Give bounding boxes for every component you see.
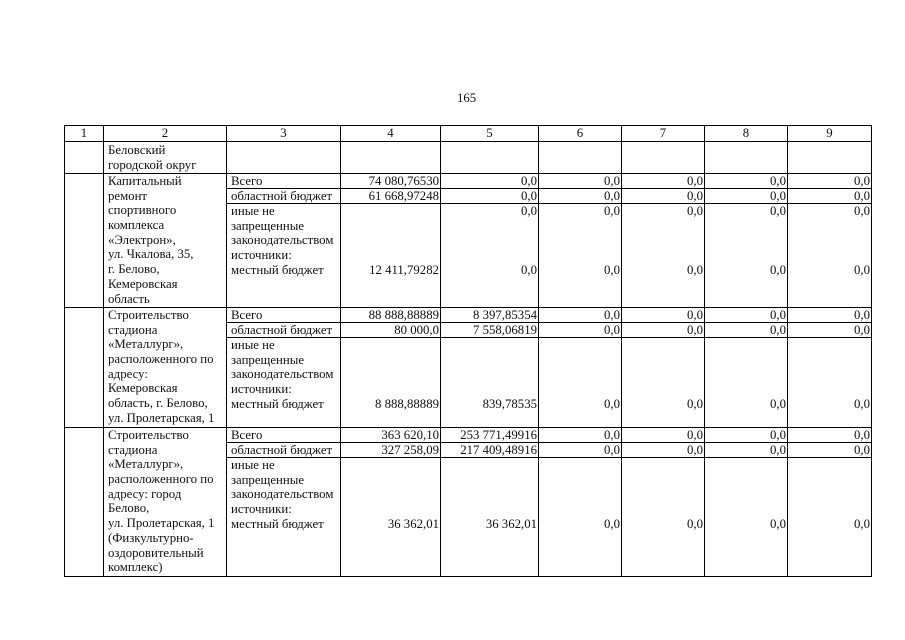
project-1-regional-col-9: 0,0 [788,189,871,203]
project-1-name-line: спортивного [108,203,177,218]
project-3-total-col-9: 0,0 [788,428,871,442]
project-3-name-line: оздоровительный [108,545,204,560]
project-1-total-col-9: 0,0 [788,174,871,188]
project-1-total-col-6: 0,0 [539,174,621,188]
spacer [705,458,786,517]
region-col-7-cell [622,142,704,173]
project-2-other-col-8 [705,338,787,427]
project-1-name-line: «Электрон», [108,232,176,247]
project-1-regional-label: областной бюджет [227,189,340,203]
header-col-8: 8 [705,126,787,141]
spacer [539,219,620,263]
region-name [104,142,226,173]
project-2-other-label-line: запрещенные [231,352,305,367]
project-1-other-label-line: законодательством [231,233,334,248]
project-2-other-label-line: источники: [231,382,292,397]
header-col-4: 4 [341,126,440,141]
project-2-local-value-col-6: 0,0 [604,396,620,411]
project-1-total-col-5: 0,0 [441,174,538,188]
spacer [341,458,439,517]
project-3-other-label [227,458,340,576]
project-3-total-label: Всего [227,428,340,442]
header-col-3: 3 [227,126,340,141]
project-1-total-col-7: 0,0 [622,174,704,188]
project-1-name-line: Кемеровская [108,276,178,291]
project-1-local-value-col-5: 0,0 [521,262,537,277]
project-2-local-value-col-8: 0,0 [770,396,786,411]
page-number: 165 [457,91,477,105]
spacer [622,219,703,263]
project-2-name-line: Строительство [108,308,189,322]
project-3-other-col-8 [705,458,787,576]
header-col-5: 5 [441,126,538,141]
project-3-total-col-7: 0,0 [622,428,704,442]
project-3-total-col-5: 253 771,49916 [441,428,538,442]
project-1-regional-col-8: 0,0 [705,189,787,203]
project-3-local-value-col-7: 0,0 [687,516,703,531]
project-1-local-value-col-6: 0,0 [604,262,620,277]
project-3-local-value-col-4: 36 362,01 [387,516,439,531]
region-name-line: Беловский [108,143,166,157]
project-2-total-col-8: 0,0 [705,308,787,322]
project-3-total-col-6: 0,0 [539,428,621,442]
project-3-other-col-7 [622,458,704,576]
project-2-other-col-6 [539,338,621,427]
funding-table [64,125,872,577]
project-2-name-line: стадиона [108,322,158,337]
project-1-other-value-col-9: 0,0 [854,204,870,218]
project-3-other-col-9 [788,458,871,576]
project-1-other-value-col-4 [341,204,439,219]
project-1-other-value-col-6: 0,0 [604,204,620,218]
spacer [341,219,439,263]
spacer [539,338,620,397]
project-2-name [104,308,226,427]
project-3-other-label-line: источники: [231,502,292,517]
project-2-col-1-cell [65,308,103,427]
project-2-other-label [227,338,340,427]
header-col-2: 2 [104,126,226,141]
project-3-name-line: комплекс) [108,560,163,575]
project-2-total-col-4: 88 888,88889 [341,308,440,322]
project-2-local-value-col-9: 0,0 [854,396,870,411]
project-3-col-1-cell [65,428,103,576]
project-1-other-col-7 [622,204,704,307]
project-2-total-col-5: 8 397,85354 [441,308,538,322]
region-col-5-cell [441,142,538,173]
project-2-regional-col-9: 0,0 [788,323,871,337]
project-2-regional-col-4: 80 000,0 [341,323,440,337]
project-3-regional-col-8: 0,0 [705,443,787,457]
project-1-total-col-4: 74 080,76530 [341,174,440,188]
project-3-local-value-col-9: 0,0 [854,516,870,531]
project-1-name-line: г. Белово, [108,262,160,277]
project-3-local-label: местный бюджет [231,516,324,531]
project-3-regional-col-9: 0,0 [788,443,871,457]
project-3-name-line: Белово, [108,501,150,516]
project-3-name-line: ул. Пролетарская, 1 [108,516,215,531]
region-col-6-cell [539,142,621,173]
project-1-regional-col-7: 0,0 [622,189,704,203]
spacer [441,219,537,263]
project-1-total-label: Всего [227,174,340,188]
project-1-col-1-cell [65,174,103,307]
region-name-line: городской округ [108,157,197,172]
project-1-other-label-line: иные не [231,204,275,218]
project-3-total-col-4: 363 620,10 [341,428,440,442]
spacer [341,338,439,397]
project-3-regional-label: областной бюджет [227,443,340,457]
project-2-local-label: местный бюджет [231,396,324,411]
spacer [441,338,537,397]
project-1-other-label-line: источники: [231,248,292,263]
project-2-regional-col-7: 0,0 [622,323,704,337]
project-1-other-col-8 [705,204,787,307]
project-3-regional-col-5: 217 409,48916 [441,443,538,457]
project-3-name [104,428,226,576]
project-2-total-col-6: 0,0 [539,308,621,322]
project-2-name-line: область, г. Белово, [108,396,208,411]
project-1-other-col-9 [788,204,871,307]
spacer [705,338,786,397]
header-col-7: 7 [622,126,704,141]
project-1-regional-col-5: 0,0 [441,189,538,203]
project-3-other-col-4 [341,458,440,576]
spacer [622,458,703,517]
project-3-regional-col-7: 0,0 [622,443,704,457]
project-1-name [104,174,226,307]
project-3-name-line: расположенного по [108,472,214,487]
spacer [622,338,703,397]
project-1-total-col-8: 0,0 [705,174,787,188]
spacer [441,458,537,517]
region-col-8-cell [705,142,787,173]
project-1-name-line: ул. Чкалова, 35, [108,247,194,262]
project-3-regional-col-4: 327 258,09 [341,443,440,457]
project-1-regional-col-4: 61 668,97248 [341,189,440,203]
region-col-9-cell [788,142,871,173]
project-1-name-line: область [108,291,150,306]
project-2-other-label-line: иные не [231,338,275,352]
project-1-other-value-col-7: 0,0 [687,204,703,218]
project-2-regional-col-8: 0,0 [705,323,787,337]
project-3-local-value-col-6: 0,0 [604,516,620,531]
project-3-name-line: Строительство [108,428,189,442]
spacer [705,219,786,263]
project-2-regional-col-5: 7 558,06819 [441,323,538,337]
project-3-total-col-8: 0,0 [705,428,787,442]
project-1-local-label: местный бюджет [231,262,324,277]
project-2-other-col-7 [622,338,704,427]
spacer [788,338,870,397]
header-col-6: 6 [539,126,621,141]
project-3-name-line: «Металлург», [108,457,184,472]
project-1-other-col-4 [341,204,440,307]
project-1-local-value-col-9: 0,0 [854,262,870,277]
project-1-name-line: ремонт [108,188,148,203]
project-1-local-value-col-7: 0,0 [687,262,703,277]
project-2-other-label-line: законодательством [231,367,334,382]
project-1-local-value-col-4: 12 411,79282 [369,262,439,277]
project-3-local-value-col-5: 36 362,01 [485,516,537,531]
region-col-1-cell [65,142,103,173]
project-2-total-col-9: 0,0 [788,308,871,322]
project-3-regional-col-6: 0,0 [539,443,621,457]
project-1-other-label-line: запрещенные [231,218,305,233]
project-2-other-col-4 [341,338,440,427]
project-1-regional-col-6: 0,0 [539,189,621,203]
project-2-name-line: «Металлург», [108,337,184,352]
project-3-local-value-col-8: 0,0 [770,516,786,531]
project-2-regional-col-6: 0,0 [539,323,621,337]
header-col-1: 1 [65,126,103,141]
spacer [788,219,870,263]
project-1-local-value-col-8: 0,0 [770,262,786,277]
project-2-other-col-5 [441,338,538,427]
project-2-local-value-col-7: 0,0 [687,396,703,411]
project-1-name-line: комплекса [108,218,165,233]
spacer [788,458,870,517]
project-2-regional-label: областной бюджет [227,323,340,337]
project-1-other-label [227,204,340,307]
project-1-other-col-6 [539,204,621,307]
spacer [539,458,620,517]
project-3-other-label-line: запрещенные [231,472,305,487]
project-1-name-line: Капитальный [108,174,182,188]
project-2-name-line: адресу: [108,366,148,381]
project-2-name-line: Кемеровская [108,381,178,396]
region-col-3-cell [227,142,340,173]
project-2-name-line: ул. Пролетарская, 1 [108,410,215,425]
project-3-other-label-line: законодательством [231,487,334,502]
project-3-other-label-line: иные не [231,458,275,472]
project-2-name-line: расположенного по [108,352,214,367]
project-3-other-col-6 [539,458,621,576]
project-1-other-value-col-8: 0,0 [770,204,786,218]
project-3-other-col-5 [441,458,538,576]
project-3-name-line: стадиона [108,442,158,457]
project-1-other-col-5 [441,204,538,307]
project-3-name-line: адресу: город [108,486,182,501]
project-3-name-line: (Физкультурно- [108,530,194,545]
project-1-other-value-col-5: 0,0 [521,204,537,218]
header-col-9: 9 [788,126,871,141]
project-2-local-value-col-4: 8 888,88889 [375,396,439,411]
project-2-total-label: Всего [227,308,340,322]
project-2-local-value-col-5: 839,78535 [482,396,537,411]
project-2-total-col-7: 0,0 [622,308,704,322]
project-2-other-col-9 [788,338,871,427]
region-col-4-cell [341,142,440,173]
